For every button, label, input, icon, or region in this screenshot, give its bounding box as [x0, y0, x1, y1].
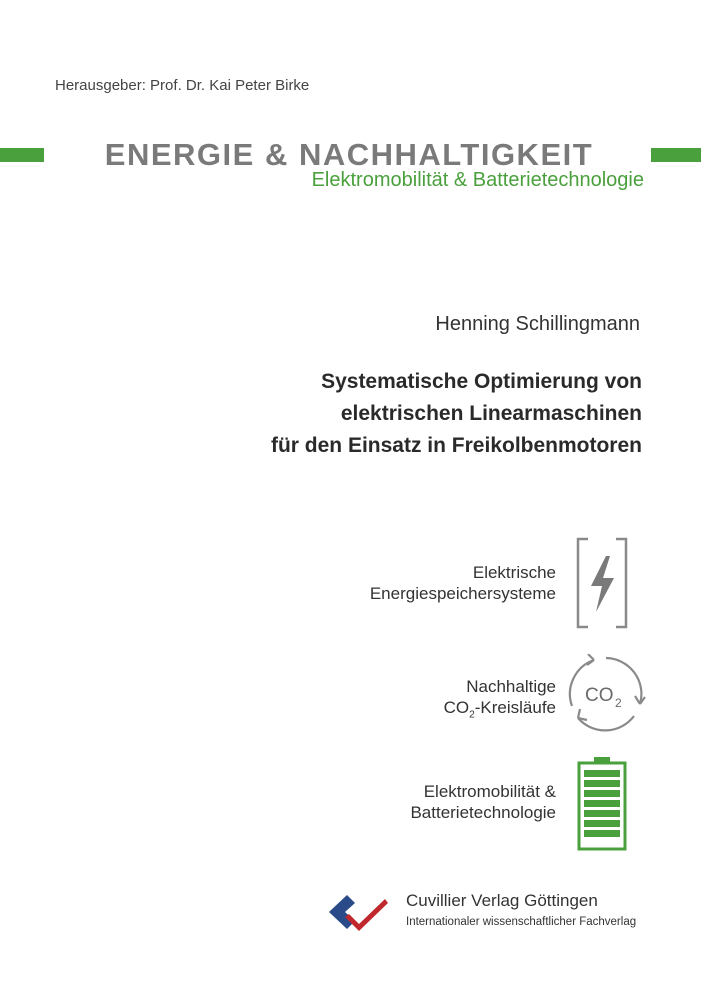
topic-2-sub: 2: [469, 709, 475, 721]
topic-co2-cycles: [236, 676, 556, 725]
battery-icon: [576, 756, 628, 852]
topic-energy-storage: [236, 562, 556, 604]
topic-1-line-1: Elektrische: [472, 563, 556, 582]
book-title-line-2: elektrischen Linearmaschinen: [340, 402, 642, 425]
accent-bar-right: [651, 148, 701, 162]
topic-2-line-2: [236, 697, 556, 725]
publisher-tagline: Internationaler wissenschaftlicher Fachverlag: [406, 916, 637, 928]
topic-2-line-1: Nachhaltige: [466, 677, 556, 696]
topic-2-co: CO: [443, 698, 470, 717]
cuvillier-logo-icon: [325, 893, 391, 933]
editor-line: Herausgeber: Prof. Dr. Kai Peter Birke: [55, 77, 310, 94]
accent-bar-left: [0, 148, 44, 162]
topic-2-rest: -Kreisläufe: [474, 698, 556, 717]
co2-icon-text: CO: [585, 685, 614, 706]
book-title-line-3: für den Einsatz in Freikolbenmotoren: [270, 434, 642, 457]
topic-3-line-1: Elektromobilität &: [423, 782, 556, 801]
co2-icon-sub: 2: [615, 696, 622, 710]
publisher-name: Cuvillier Verlag Göttingen: [406, 891, 598, 910]
book-title: [120, 366, 642, 462]
series-title: ENERGIE & NACHHALTIGKEIT: [104, 137, 594, 172]
topic-1-line-2: Energiespeichersysteme: [369, 584, 556, 603]
author-name: Henning Schillingmann: [435, 313, 640, 335]
book-title-line-1: Systematische Optimierung von: [321, 370, 642, 393]
series-subtitle: Elektromobilität & Batterietechnologie: [311, 169, 644, 191]
lightning-icon: [574, 536, 630, 630]
topic-3-line-2: Batterietechnologie: [410, 803, 556, 822]
co2-cycle-icon: [566, 654, 646, 734]
topic-electromobility: [236, 781, 556, 823]
